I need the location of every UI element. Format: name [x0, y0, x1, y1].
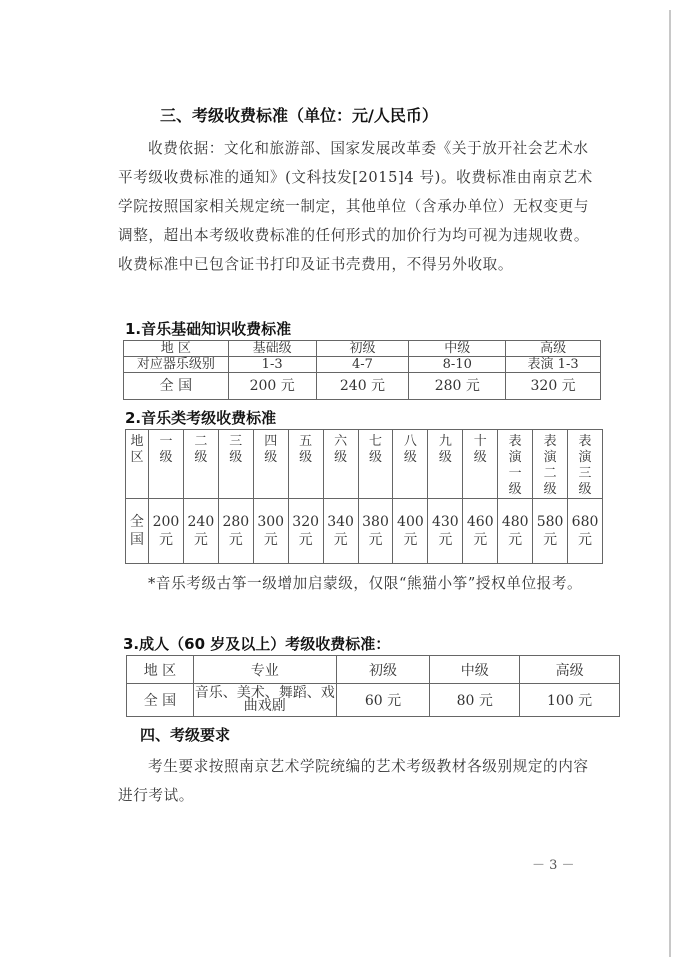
page-number: － 3 －	[532, 858, 575, 873]
cell: 地 区	[127, 656, 194, 684]
cell: 三 级	[218, 430, 253, 499]
cell: 高级	[520, 656, 620, 684]
cell: 240 元	[183, 499, 218, 564]
section4-text: 考生要求按照南京艺术学院统编的艺术考级教材各级别规定的内容进行考试。	[118, 758, 589, 804]
cell: 240 元	[316, 373, 409, 400]
section4-paragraph	[118, 752, 598, 810]
table3	[126, 655, 620, 717]
section3-text: 收费依据：文化和旅游部、国家发展改革委《关于放开社会艺术水平考级收费标准的通知》(文科技发[2015]4 号)。收费标准由南京艺术学院按照国家相关规定统一制定，其他单位（含承办单位）无权变更与调整，超出本考级收费标准的任何形式的加价行为均可视为违规收费。收费标准中已包含证书打印及证书壳费用，不得另外收取。	[118, 140, 593, 273]
cell: 460 元	[463, 499, 498, 564]
cell: 专业	[193, 656, 336, 684]
cell: 表 演 三 级	[568, 430, 603, 499]
cell: 表 演 二 级	[533, 430, 568, 499]
table2-title: 2.音乐类考级收费标准	[125, 409, 277, 427]
section3-paragraph	[118, 134, 598, 279]
cell: 初级	[316, 341, 409, 357]
cell: 60 元	[336, 684, 430, 717]
cell: 地 区	[126, 430, 149, 499]
page-edge-line	[669, 10, 671, 957]
table1	[123, 340, 601, 400]
cell: 200 元	[228, 373, 316, 400]
cell: 高级	[506, 341, 601, 357]
cell: 320 元	[288, 499, 323, 564]
table2	[125, 429, 603, 564]
cell: 表 演 一 级	[498, 430, 533, 499]
table3-data-row	[127, 684, 620, 717]
section3-heading: 三、考级收费标准（单位：元/人民币）	[160, 106, 438, 125]
cell: 基础级	[228, 341, 316, 357]
table1-fees-row	[124, 373, 601, 400]
cell: 8-10	[409, 357, 506, 373]
cell: 280 元	[409, 373, 506, 400]
cell: 五 级	[288, 430, 323, 499]
cell: 八 级	[393, 430, 428, 499]
cell: 340 元	[323, 499, 358, 564]
cell: 表演 1-3	[506, 357, 601, 373]
cell: 4-7	[316, 357, 409, 373]
cell: 地 区	[124, 341, 229, 357]
cell: 二 级	[183, 430, 218, 499]
cell: 280 元	[218, 499, 253, 564]
cell: 中级	[409, 341, 506, 357]
cell: 80 元	[430, 684, 520, 717]
table1-title: 1.音乐基础知识收费标准	[125, 320, 292, 338]
cell: 十 级	[463, 430, 498, 499]
cell: 680 元	[568, 499, 603, 564]
cell: 六 级	[323, 430, 358, 499]
cell: 200 元	[149, 499, 184, 564]
table2-header-row	[126, 430, 603, 499]
table3-header-row	[127, 656, 620, 684]
cell: 七 级	[358, 430, 393, 499]
cell: 全 国	[124, 373, 229, 400]
cell: 音乐、美术、舞蹈、戏曲戏剧	[193, 684, 336, 717]
section4-heading: 四、考级要求	[140, 726, 231, 744]
cell: 430 元	[428, 499, 463, 564]
cell: 300 元	[253, 499, 288, 564]
cell: 1-3	[228, 357, 316, 373]
cell: 初级	[336, 656, 430, 684]
cell: 四 级	[253, 430, 288, 499]
cell: 320 元	[506, 373, 601, 400]
cell: 一 级	[149, 430, 184, 499]
cell: 全 国	[126, 499, 149, 564]
cell: 480 元	[498, 499, 533, 564]
note-text: *音乐考级古筝一级增加启蒙级，仅限“熊猫小筝”授权单位报考。	[148, 575, 583, 592]
cell: 全 国	[127, 684, 194, 717]
note	[118, 569, 598, 598]
cell: 九 级	[428, 430, 463, 499]
cell: 400 元	[393, 499, 428, 564]
table2-fees-row	[126, 499, 603, 564]
table1-levels-row	[124, 357, 601, 373]
cell: 对应器乐级别	[124, 357, 229, 373]
cell: 100 元	[520, 684, 620, 717]
cell: 中级	[430, 656, 520, 684]
table1-header-row	[124, 341, 601, 357]
cell: 580 元	[533, 499, 568, 564]
table3-title: 3.成人（60 岁及以上）考级收费标准：	[123, 635, 391, 653]
cell: 380 元	[358, 499, 393, 564]
